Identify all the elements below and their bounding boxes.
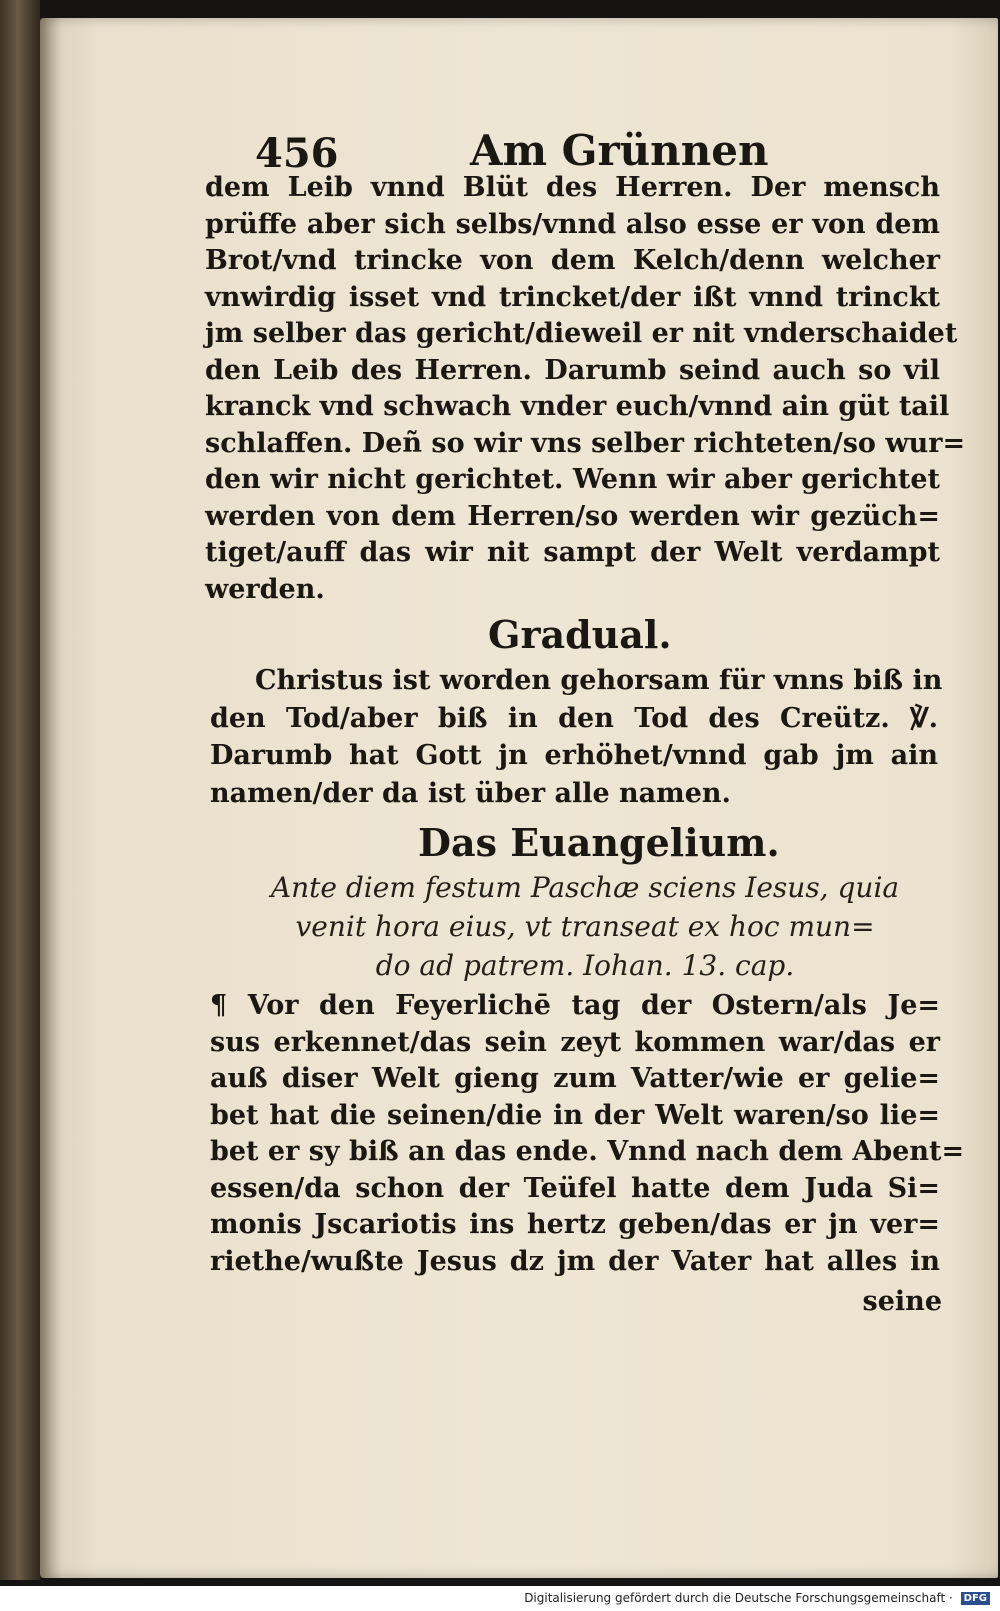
- text-line: ¶ Vor den Feyerlichē tag der Ostern/als Je=: [210, 990, 940, 1021]
- page-number: 456: [255, 130, 339, 177]
- text-line: schlaffen. Deñ so wir vns selber richteten/so wur=: [205, 427, 966, 459]
- book-edge: [0, 0, 40, 1580]
- text-line: riethe/wußte Jesus dz jm der Vater hat alles in: [210, 1245, 940, 1277]
- text-line: prüffe aber sich selbs/vnnd also esse er von dem: [205, 208, 940, 240]
- text-line: jm selber das gericht/dieweil er nit vnderschaidet: [205, 318, 958, 349]
- text-line: dem Leib vnnd Blüt des Herren. Der mensch: [205, 172, 940, 203]
- text-line: Christus ist worden gehorsam für vnns biß in: [255, 665, 943, 696]
- text-line: bet hat die seinen/die in der Welt waren/so lie=: [210, 1099, 940, 1131]
- text-line: vnwirdig isset vnd trincket/der ißt vnnd trinckt: [205, 281, 940, 313]
- gradual-text: [210, 662, 943, 812]
- text-line: sus erkennet/das sein zeyt kommen war/das er: [210, 1026, 940, 1058]
- text-line: den Tod/aber biß in den Tod des Creütz. ℣.: [210, 702, 938, 734]
- text-line: den Leib des Herren. Darumb seind auch so vil: [205, 354, 940, 386]
- digitization-footer: [0, 1586, 1000, 1611]
- text-line: Brot/vnd trincke von dem Kelch/denn welcher: [205, 245, 940, 276]
- epistle-text: [205, 170, 966, 608]
- latin-incipit: [240, 868, 930, 985]
- page-gutter-shadow: [40, 18, 62, 1578]
- text-line: werden.: [205, 573, 325, 605]
- text-line: tiget/auff das wir nit sampt der Welt verdampt: [205, 537, 940, 568]
- text-line: monis Jscariotis ins hertz geben/das er jn ver=: [210, 1209, 940, 1240]
- evangelium-heading: Das Euangelium.: [418, 820, 780, 865]
- text-line: den wir nicht gerichtet. Wenn wir aber gerichtet: [205, 464, 940, 495]
- latin-line: venit hora eius, vt transeat ex hoc mun=: [295, 910, 875, 943]
- text-line: kranck vnd schwach vnder euch/vnnd ain güt tail: [205, 391, 950, 422]
- latin-line: do ad patrem. Iohan. 13. cap.: [375, 949, 795, 982]
- text-line: auß diser Welt gieng zum Vatter/wie er gelie=: [210, 1063, 940, 1094]
- evangelium-text: [210, 988, 965, 1280]
- text-line: bet er sy biß an das ende. Vnnd nach dem Abent=: [210, 1136, 965, 1167]
- footer-credit: Digitalisierung gefördert durch die Deutsche Forschungsgemeinschaft ·: [524, 1591, 953, 1605]
- text-line: Darumb hat Gott jn erhöhet/vnnd gab jm ain: [210, 740, 938, 771]
- catchword: seine: [862, 1286, 942, 1317]
- text-line: essen/da schon der Teüfel hatte dem Juda Si=: [210, 1172, 940, 1204]
- running-head: Am Grünnen: [470, 126, 769, 175]
- text-line: namen/der da ist über alle namen.: [210, 777, 731, 809]
- latin-line: Ante diem festum Paschæ sciens Iesus, quia: [270, 871, 900, 904]
- text-line: werden von dem Herren/so werden wir gezüch=: [205, 500, 940, 532]
- gradual-heading: Gradual.: [488, 612, 672, 657]
- dfg-logo: DFG: [961, 1592, 990, 1605]
